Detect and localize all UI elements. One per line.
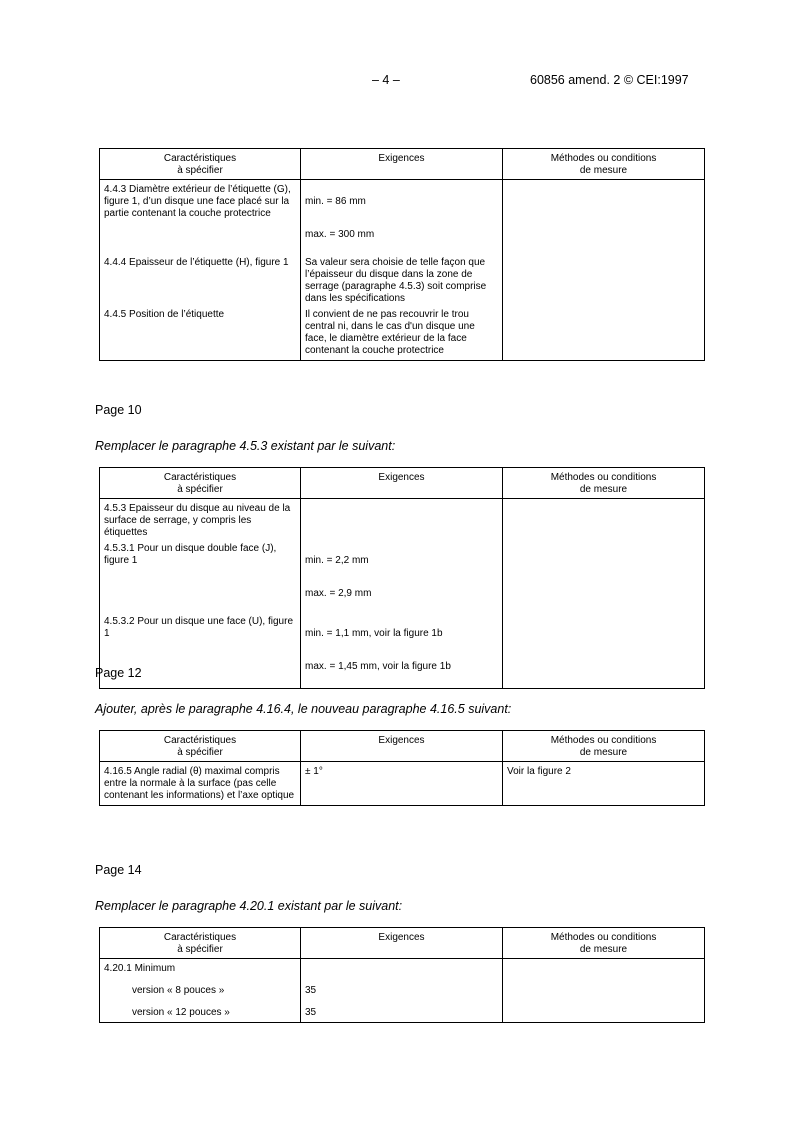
cell-method bbox=[503, 307, 705, 361]
cell-requirement bbox=[301, 499, 503, 542]
table-row bbox=[100, 614, 705, 689]
page-reference-12: Page 12 bbox=[95, 666, 142, 680]
cell-requirement bbox=[301, 614, 503, 689]
requirement-min: min. = 2,2 mm bbox=[305, 555, 369, 566]
col-header-characteristics: Caractéristiques à spécifier bbox=[100, 731, 301, 762]
cell-requirement: ± 1° bbox=[301, 762, 503, 806]
cell-requirement bbox=[301, 180, 503, 256]
page-reference-14: Page 14 bbox=[95, 863, 142, 877]
cell-characteristic: 4.5.3 Epaisseur du disque au niveau de la surface de serrage, y compris les étiquettes bbox=[100, 499, 301, 542]
table-header-row bbox=[100, 149, 705, 180]
cell-characteristic: 4.4.5 Position de l’étiquette bbox=[100, 307, 301, 361]
col-header-characteristics: Caractéristiques à spécifier bbox=[100, 468, 301, 499]
cell-requirement bbox=[301, 541, 503, 614]
requirement-max: max. = 2,9 mm bbox=[305, 588, 372, 599]
col-header-requirements: Exigences bbox=[301, 731, 503, 762]
cell-method bbox=[503, 983, 705, 1005]
table-row bbox=[100, 499, 705, 542]
page-reference-10: Page 10 bbox=[95, 403, 142, 417]
cell-requirement: Il convient de ne pas recouvrir le trou central ni, dans le cas d'un disque une face, le diamètre extérieur de la face contenant la couche protectrice bbox=[301, 307, 503, 361]
table-header-row bbox=[100, 928, 705, 959]
cell-method bbox=[503, 614, 705, 689]
table-row bbox=[100, 255, 705, 307]
table-row bbox=[100, 180, 705, 256]
table-row bbox=[100, 762, 705, 806]
cell-requirement: 35 bbox=[301, 983, 503, 1005]
cell-characteristic: 4.5.3.2 Pour un disque une face (U), figure 1 bbox=[100, 614, 301, 689]
table-row bbox=[100, 307, 705, 361]
document-reference: 60856 amend. 2 © CEI:1997 bbox=[530, 73, 689, 87]
cell-characteristic: 4.16.5 Angle radial (θ) maximal compris entre la normale à la surface (pas celle contenant les informations) et l’axe optique bbox=[100, 762, 301, 806]
amendment-instruction-2: Ajouter, après le paragraphe 4.16.4, le nouveau paragraphe 4.16.5 suivant: bbox=[95, 702, 512, 716]
cell-characteristic: 4.20.1 Minimum bbox=[100, 959, 301, 984]
col-header-methods: Méthodes ou conditions de mesure bbox=[503, 149, 705, 180]
table-header-row bbox=[100, 731, 705, 762]
cell-characteristic: version « 12 pouces » bbox=[100, 1005, 301, 1023]
table-row bbox=[100, 1005, 705, 1023]
cell-characteristic: 4.5.3.1 Pour un disque double face (J), figure 1 bbox=[100, 541, 301, 614]
table-row bbox=[100, 541, 705, 614]
requirement-max: max. = 1,45 mm, voir la figure 1b bbox=[305, 661, 451, 672]
spec-table-4 bbox=[99, 927, 705, 1023]
cell-method bbox=[503, 180, 705, 256]
col-header-characteristics: Caractéristiques à spécifier bbox=[100, 928, 301, 959]
col-header-methods: Méthodes ou conditions de mesure bbox=[503, 928, 705, 959]
spec-table-3 bbox=[99, 730, 705, 806]
cell-characteristic: version « 8 pouces » bbox=[100, 983, 301, 1005]
amendment-instruction-1: Remplacer le paragraphe 4.5.3 existant par le suivant: bbox=[95, 439, 396, 453]
col-header-requirements: Exigences bbox=[301, 468, 503, 499]
col-header-methods: Méthodes ou conditions de mesure bbox=[503, 468, 705, 499]
amendment-instruction-3: Remplacer le paragraphe 4.20.1 existant par le suivant: bbox=[95, 899, 403, 913]
col-header-requirements: Exigences bbox=[301, 149, 503, 180]
table-row bbox=[100, 983, 705, 1005]
cell-method: Voir la figure 2 bbox=[503, 762, 705, 806]
table-row bbox=[100, 959, 705, 984]
col-header-characteristics: Caractéristiques à spécifier bbox=[100, 149, 301, 180]
requirement-min: min. = 1,1 mm, voir la figure 1b bbox=[305, 628, 443, 639]
requirement-min: min. = 86 mm bbox=[305, 196, 366, 207]
spec-table-2 bbox=[99, 467, 705, 689]
requirement-max: max. = 300 mm bbox=[305, 229, 375, 240]
spec-table-1 bbox=[99, 148, 705, 361]
cell-method bbox=[503, 499, 705, 542]
table-header-row bbox=[100, 468, 705, 499]
cell-requirement: 35 bbox=[301, 1005, 503, 1023]
cell-method bbox=[503, 1005, 705, 1023]
page-number: – 4 – bbox=[372, 73, 400, 87]
cell-characteristic: 4.4.4 Epaisseur de l’étiquette (H), figure 1 bbox=[100, 255, 301, 307]
cell-method bbox=[503, 255, 705, 307]
col-header-methods: Méthodes ou conditions de mesure bbox=[503, 731, 705, 762]
cell-method bbox=[503, 541, 705, 614]
cell-characteristic: 4.4.3 Diamètre extérieur de l’étiquette (G), figure 1, d’un disque une face placé sur la partie contenant la couche protectrice bbox=[100, 180, 301, 256]
col-header-requirements: Exigences bbox=[301, 928, 503, 959]
cell-method bbox=[503, 959, 705, 984]
cell-requirement bbox=[301, 959, 503, 984]
cell-requirement: Sa valeur sera choisie de telle façon que l’épaisseur du disque dans la zone de serrage (paragraphe 4.5.3) soit comprise dans les spécifications bbox=[301, 255, 503, 307]
